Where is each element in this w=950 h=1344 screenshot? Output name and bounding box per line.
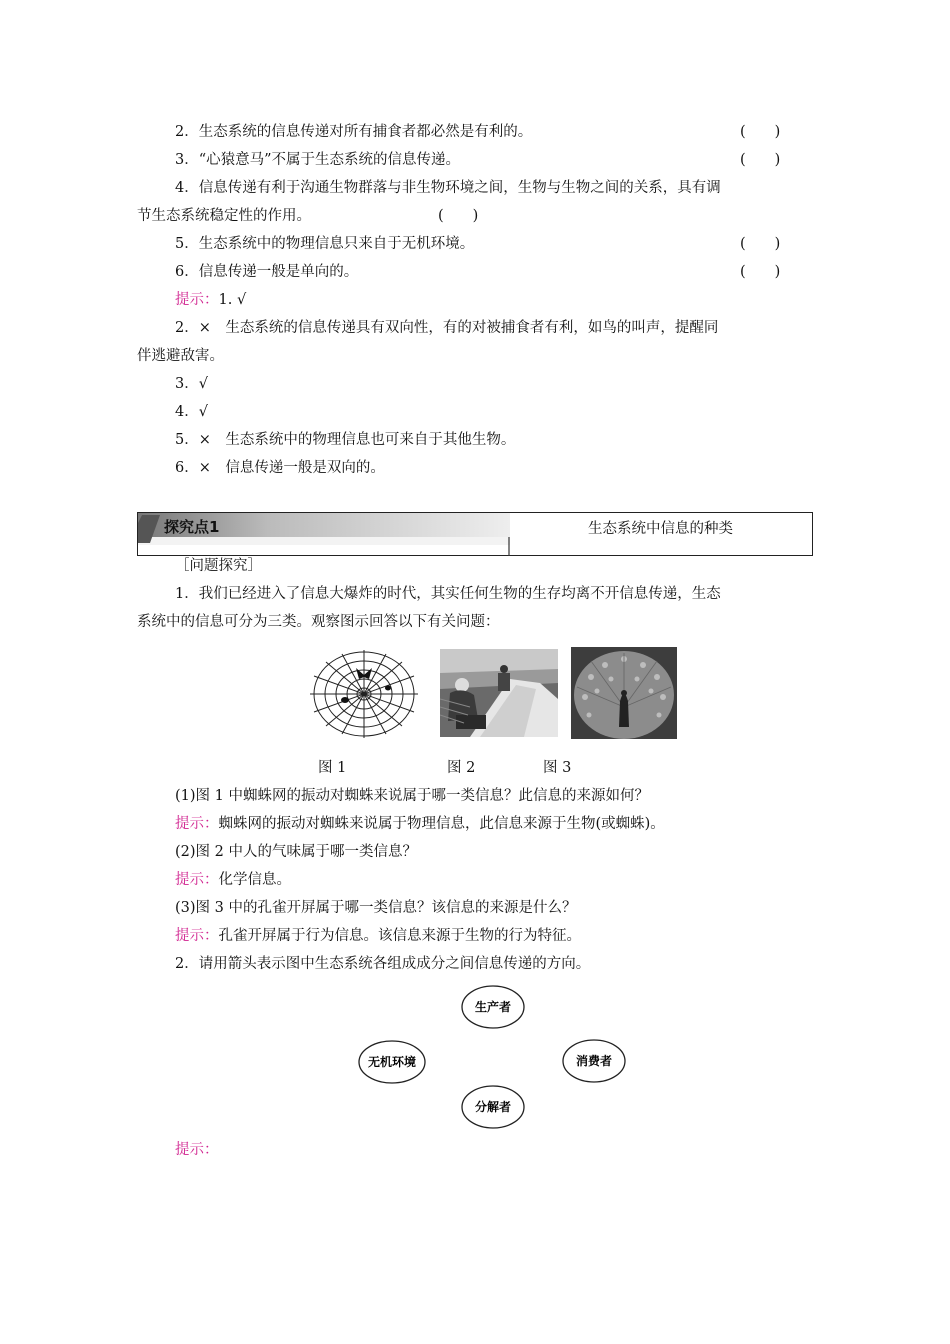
hint-label: 提示： [175,816,219,832]
final-hint [175,1140,219,1160]
sub-question-1: (1)图 1 中蜘蛛网的振动对蜘蛛来说属于哪一类信息？此信息的来源如何？ [175,788,649,804]
worker-scent-photo [440,649,558,737]
figure-1-caption: 图 1 [318,760,347,776]
figure-2-caption: 图 2 [447,760,476,776]
peacock-display-photo [571,647,677,739]
statement-2: 2．生态系统的信息传递对所有捕食者都必然是有利的。 [175,124,533,140]
answer-6: 6．× 信息传递一般是双向的。 [175,460,385,476]
hint-label: 提示： [175,872,219,888]
sub-answer-2 [175,870,291,890]
section-tab-graphic [138,513,510,556]
section-banner [137,512,813,556]
hint-label: 提示： [175,928,219,944]
sub-answer-1 [175,814,665,834]
sub-answer-3-text: 孔雀开屏属于行为信息。该信息来源于生物的行为特征。 [218,928,581,944]
inquiry-heading: ［问题探究］ [175,558,262,574]
sub-question-3: (3)图 3 中的孔雀开屏属于哪一类信息？该信息的来源是什么？ [175,900,577,916]
question-1-line1: 1．我们已经进入了信息大爆炸的时代，其实任何生物的生存均离不开信息传递，生态 [175,586,721,602]
answer-3: 3．√ [175,376,208,392]
answer-1-text: 1. √ [218,292,247,308]
answer-5: 5．× 生态系统中的物理信息也可来自于其他生物。 [175,432,516,448]
spider-icon [341,697,349,703]
answer-1 [175,290,246,310]
hint-label: 提示： [175,1142,219,1158]
question-1-line2: 系统中的信息可分为三类。观察图示回答以下有关问题： [137,614,500,630]
spider-web-figure [306,648,422,742]
sub-answer-2-text: 化学信息。 [218,872,291,888]
statement-4-line1: 4．信息传递有利于沟通生物群落与非生物环境之间，生物与生物之间的关系，具有调 [175,180,721,196]
sub-question-2: (2)图 2 中人的气味属于哪一类信息？ [175,844,417,860]
abiotic-environment-label: 无机环境 [367,1055,417,1069]
answer-blank-2: ( ) [740,124,781,140]
statement-4-line2: 节生态系统稳定性的作用。 [137,208,311,224]
consumer-label: 消费者 [575,1054,613,1068]
answer-blank-3: ( ) [740,152,781,168]
producer-label: 生产者 [474,1000,512,1014]
question-2: 2．请用箭头表示图中生态系统各组成成分之间信息传递的方向。 [175,956,591,972]
statement-5: 5．生态系统中的物理信息只来自于无机环境。 [175,236,475,252]
section-tab-label: 探究点1 [164,518,220,536]
sub-answer-1-text: 蜘蛛网的振动对蜘蛛来说属于物理信息，此信息来源于生物(或蜘蛛)。 [218,816,665,832]
ecosystem-components-diagram [350,982,640,1132]
answer-2-line1: 2．× 生态系统的信息传递具有双向性，有的对被捕食者有利，如鸟的叫声，提醒同 [175,320,719,336]
section-title: 生态系统中信息的种类 [588,521,733,537]
answer-4: 4．√ [175,404,208,420]
answer-blank-5: ( ) [740,236,781,252]
answer-blank-6: ( ) [740,264,781,280]
figure-3-caption: 图 3 [543,760,572,776]
answer-blank-4: ( ) [438,208,479,224]
hint-label: 提示： [175,292,219,308]
sub-answer-3 [175,926,581,946]
statement-6: 6．信息传递一般是单向的。 [175,264,359,280]
decomposer-label: 分解者 [474,1100,512,1114]
answer-2-line2: 伴逃避敌害。 [137,348,224,364]
statement-3: 3．“心猿意马”不属于生态系统的信息传递。 [175,152,461,168]
